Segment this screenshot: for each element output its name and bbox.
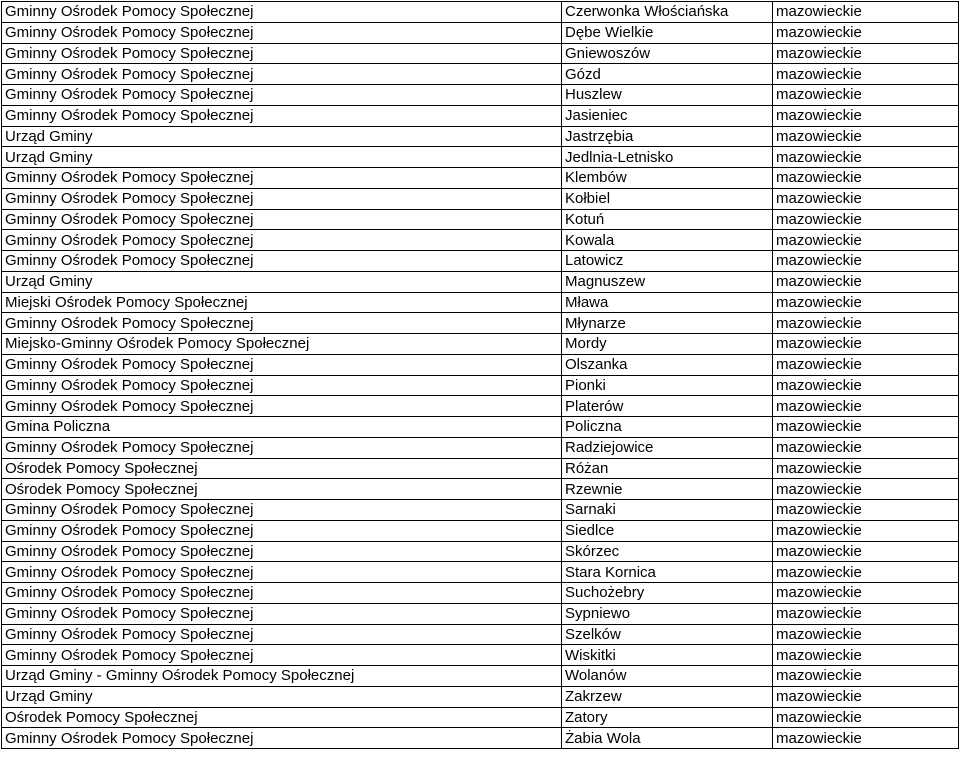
institution-cell: Miejski Ośrodek Pomocy Społecznej	[2, 292, 562, 313]
institution-cell: Gminny Ośrodek Pomocy Społecznej	[2, 541, 562, 562]
province-cell: mazowieckie	[773, 2, 959, 23]
province-cell: mazowieckie	[773, 22, 959, 43]
province-cell: mazowieckie	[773, 147, 959, 168]
table-row	[2, 334, 959, 355]
commune-cell: Jedlnia-Letnisko	[562, 147, 773, 168]
commune-cell: Jasieniec	[562, 105, 773, 126]
commune-cell: Huszlew	[562, 85, 773, 106]
table-row	[2, 707, 959, 728]
province-cell: mazowieckie	[773, 292, 959, 313]
commune-cell: Młynarze	[562, 313, 773, 334]
province-cell: mazowieckie	[773, 707, 959, 728]
commune-cell: Kołbiel	[562, 188, 773, 209]
institution-cell: Ośrodek Pomocy Społecznej	[2, 707, 562, 728]
table-row	[2, 562, 959, 583]
table-row	[2, 437, 959, 458]
institutions-table	[1, 1, 959, 749]
institution-cell: Gminny Ośrodek Pomocy Społecznej	[2, 209, 562, 230]
province-cell: mazowieckie	[773, 375, 959, 396]
institution-cell: Ośrodek Pomocy Społecznej	[2, 458, 562, 479]
province-cell: mazowieckie	[773, 271, 959, 292]
province-cell: mazowieckie	[773, 209, 959, 230]
table-row	[2, 375, 959, 396]
commune-cell: Olszanka	[562, 354, 773, 375]
province-cell: mazowieckie	[773, 562, 959, 583]
table-row	[2, 666, 959, 687]
table-row	[2, 313, 959, 334]
province-cell: mazowieckie	[773, 354, 959, 375]
commune-cell: Szelków	[562, 624, 773, 645]
institution-cell: Urząd Gminy	[2, 271, 562, 292]
province-cell: mazowieckie	[773, 334, 959, 355]
table-row	[2, 686, 959, 707]
table-row	[2, 271, 959, 292]
province-cell: mazowieckie	[773, 728, 959, 749]
table-row	[2, 43, 959, 64]
province-cell: mazowieckie	[773, 313, 959, 334]
institution-cell: Gminny Ośrodek Pomocy Społecznej	[2, 396, 562, 417]
institution-cell: Gminny Ośrodek Pomocy Społecznej	[2, 583, 562, 604]
table-row	[2, 105, 959, 126]
institution-cell: Gminny Ośrodek Pomocy Społecznej	[2, 105, 562, 126]
table-row	[2, 209, 959, 230]
table-row	[2, 292, 959, 313]
institution-cell: Gminny Ośrodek Pomocy Społecznej	[2, 354, 562, 375]
commune-cell: Jastrzębia	[562, 126, 773, 147]
institution-cell: Gminny Ośrodek Pomocy Społecznej	[2, 188, 562, 209]
commune-cell: Platerów	[562, 396, 773, 417]
table-row	[2, 458, 959, 479]
province-cell: mazowieckie	[773, 666, 959, 687]
commune-cell: Zatory	[562, 707, 773, 728]
institution-cell: Gminny Ośrodek Pomocy Społecznej	[2, 375, 562, 396]
table-row	[2, 541, 959, 562]
table-row	[2, 230, 959, 251]
table-row	[2, 603, 959, 624]
commune-cell: Różan	[562, 458, 773, 479]
province-cell: mazowieckie	[773, 458, 959, 479]
commune-cell: Pionki	[562, 375, 773, 396]
institution-cell: Urząd Gminy	[2, 686, 562, 707]
province-cell: mazowieckie	[773, 624, 959, 645]
province-cell: mazowieckie	[773, 230, 959, 251]
commune-cell: Mordy	[562, 334, 773, 355]
province-cell: mazowieckie	[773, 603, 959, 624]
commune-cell: Sarnaki	[562, 500, 773, 521]
table-row	[2, 417, 959, 438]
institution-cell: Urząd Gminy	[2, 126, 562, 147]
commune-cell: Siedlce	[562, 520, 773, 541]
province-cell: mazowieckie	[773, 437, 959, 458]
province-cell: mazowieckie	[773, 43, 959, 64]
institution-cell: Gminny Ośrodek Pomocy Społecznej	[2, 64, 562, 85]
table-body	[2, 2, 959, 749]
institution-cell: Urząd Gminy - Gminny Ośrodek Pomocy Społecznej	[2, 666, 562, 687]
table-row	[2, 728, 959, 749]
commune-cell: Kotuń	[562, 209, 773, 230]
institution-cell: Gminny Ośrodek Pomocy Społecznej	[2, 645, 562, 666]
institution-cell: Gminny Ośrodek Pomocy Społecznej	[2, 2, 562, 23]
commune-cell: Skórzec	[562, 541, 773, 562]
institution-cell: Ośrodek Pomocy Społecznej	[2, 479, 562, 500]
commune-cell: Magnuszew	[562, 271, 773, 292]
table-row	[2, 147, 959, 168]
province-cell: mazowieckie	[773, 251, 959, 272]
commune-cell: Gniewoszów	[562, 43, 773, 64]
table-row	[2, 251, 959, 272]
institution-cell: Gmina Policzna	[2, 417, 562, 438]
table-row	[2, 22, 959, 43]
table-row	[2, 479, 959, 500]
commune-cell: Rzewnie	[562, 479, 773, 500]
commune-cell: Wiskitki	[562, 645, 773, 666]
commune-cell: Suchożebry	[562, 583, 773, 604]
commune-cell: Policzna	[562, 417, 773, 438]
province-cell: mazowieckie	[773, 686, 959, 707]
province-cell: mazowieckie	[773, 396, 959, 417]
commune-cell: Żabia Wola	[562, 728, 773, 749]
institution-cell: Gminny Ośrodek Pomocy Społecznej	[2, 500, 562, 521]
commune-cell: Kowala	[562, 230, 773, 251]
institution-cell: Gminny Ośrodek Pomocy Społecznej	[2, 85, 562, 106]
institution-cell: Gminny Ośrodek Pomocy Społecznej	[2, 562, 562, 583]
institution-cell: Gminny Ośrodek Pomocy Społecznej	[2, 624, 562, 645]
table-row	[2, 520, 959, 541]
institution-cell: Gminny Ośrodek Pomocy Społecznej	[2, 603, 562, 624]
province-cell: mazowieckie	[773, 188, 959, 209]
province-cell: mazowieckie	[773, 168, 959, 189]
commune-cell: Sypniewo	[562, 603, 773, 624]
province-cell: mazowieckie	[773, 417, 959, 438]
institution-cell: Gminny Ośrodek Pomocy Społecznej	[2, 43, 562, 64]
province-cell: mazowieckie	[773, 541, 959, 562]
table-row	[2, 2, 959, 23]
table-row	[2, 583, 959, 604]
commune-cell: Zakrzew	[562, 686, 773, 707]
institution-cell: Urząd Gminy	[2, 147, 562, 168]
commune-cell: Wolanów	[562, 666, 773, 687]
province-cell: mazowieckie	[773, 126, 959, 147]
commune-cell: Radziejowice	[562, 437, 773, 458]
province-cell: mazowieckie	[773, 64, 959, 85]
table-row	[2, 64, 959, 85]
province-cell: mazowieckie	[773, 479, 959, 500]
province-cell: mazowieckie	[773, 645, 959, 666]
table-row	[2, 500, 959, 521]
commune-cell: Stara Kornica	[562, 562, 773, 583]
table-row	[2, 624, 959, 645]
institution-cell: Gminny Ośrodek Pomocy Społecznej	[2, 520, 562, 541]
institution-cell: Gminny Ośrodek Pomocy Społecznej	[2, 437, 562, 458]
table-row	[2, 168, 959, 189]
table-row	[2, 645, 959, 666]
institution-cell: Gminny Ośrodek Pomocy Społecznej	[2, 728, 562, 749]
table-row	[2, 396, 959, 417]
commune-cell: Latowicz	[562, 251, 773, 272]
province-cell: mazowieckie	[773, 500, 959, 521]
institution-cell: Gminny Ośrodek Pomocy Społecznej	[2, 230, 562, 251]
institution-cell: Miejsko-Gminny Ośrodek Pomocy Społecznej	[2, 334, 562, 355]
commune-cell: Czerwonka Włościańska	[562, 2, 773, 23]
province-cell: mazowieckie	[773, 85, 959, 106]
commune-cell: Dębe Wielkie	[562, 22, 773, 43]
table-row	[2, 188, 959, 209]
province-cell: mazowieckie	[773, 105, 959, 126]
province-cell: mazowieckie	[773, 583, 959, 604]
table-row	[2, 85, 959, 106]
commune-cell: Gózd	[562, 64, 773, 85]
commune-cell: Mława	[562, 292, 773, 313]
commune-cell: Klembów	[562, 168, 773, 189]
institution-cell: Gminny Ośrodek Pomocy Społecznej	[2, 313, 562, 334]
table-row	[2, 354, 959, 375]
institution-cell: Gminny Ośrodek Pomocy Społecznej	[2, 168, 562, 189]
table-row	[2, 126, 959, 147]
province-cell: mazowieckie	[773, 520, 959, 541]
institution-cell: Gminny Ośrodek Pomocy Społecznej	[2, 251, 562, 272]
institution-cell: Gminny Ośrodek Pomocy Społecznej	[2, 22, 562, 43]
